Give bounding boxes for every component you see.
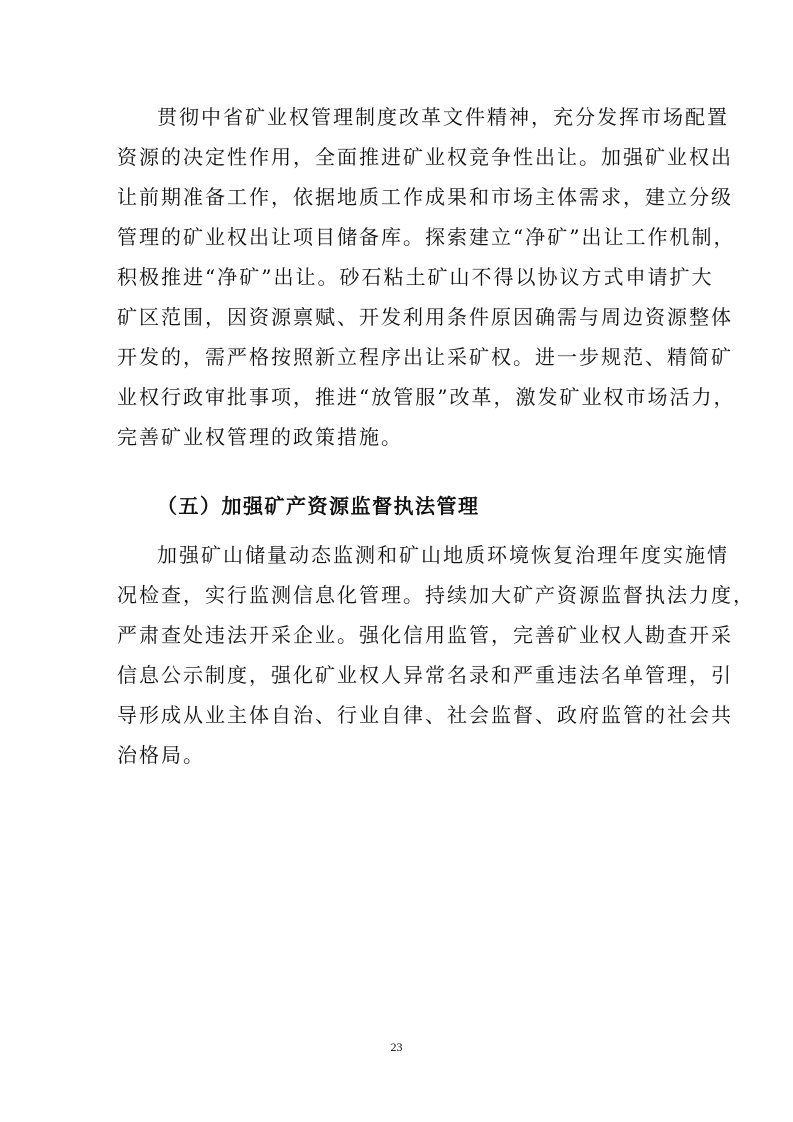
paragraph-line: 业权行政审批事项，推进“放管服”改革，激发矿业权市场活力， [117, 385, 736, 409]
paragraph-line: 让前期准备工作，依据地质工作成果和市场主体需求，建立分级 [117, 185, 733, 209]
paragraph-line: 信息公示制度，强化矿业权人异常名录和严重违法名单管理，引 [117, 663, 733, 687]
paragraph-2 [117, 535, 755, 775]
paragraph-line: 开发的，需严格按照新立程序出让采矿权。进一步规范、精简矿 [117, 345, 733, 369]
paragraph-line: 完善矿业权管理的政策措施。 [117, 425, 403, 449]
paragraph-line: 严肃查处违法开采企业。强化信用监管，完善矿业权人勘查开采 [117, 623, 733, 647]
paragraph-1 [117, 97, 736, 457]
paragraph-line: 治格局。 [117, 743, 205, 767]
paragraph-line: 积极推进“净矿”出让。砂石粘土矿山不得以协议方式申请扩大 [117, 265, 714, 289]
page-number: 23 [390, 1040, 403, 1054]
paragraph-line: 况检查，实行监测信息化管理。持续加大矿产资源监督执法力度， [117, 583, 755, 607]
paragraph-line: 资源的决定性作用，全面推进矿业权竞争性出让。加强矿业权出 [117, 145, 733, 169]
section-heading: （五）加强矿产资源监督执法管理 [157, 494, 480, 518]
paragraph-line: 导形成从业主体自治、行业自律、社会监督、政府监管的社会共 [117, 703, 733, 727]
paragraph-line: 加强矿山储量动态监测和矿山地质环境恢复治理年度实施情 [157, 543, 729, 567]
paragraph-line: 贯彻中省矿业权管理制度改革文件精神，充分发挥市场配置 [157, 105, 729, 129]
paragraph-line: 矿区范围，因资源禀赋、开发利用条件原因确需与周边资源整体 [117, 305, 733, 329]
paragraph-line: 管理的矿业权出让项目储备库。探索建立“净矿”出让工作机制， [117, 225, 736, 249]
